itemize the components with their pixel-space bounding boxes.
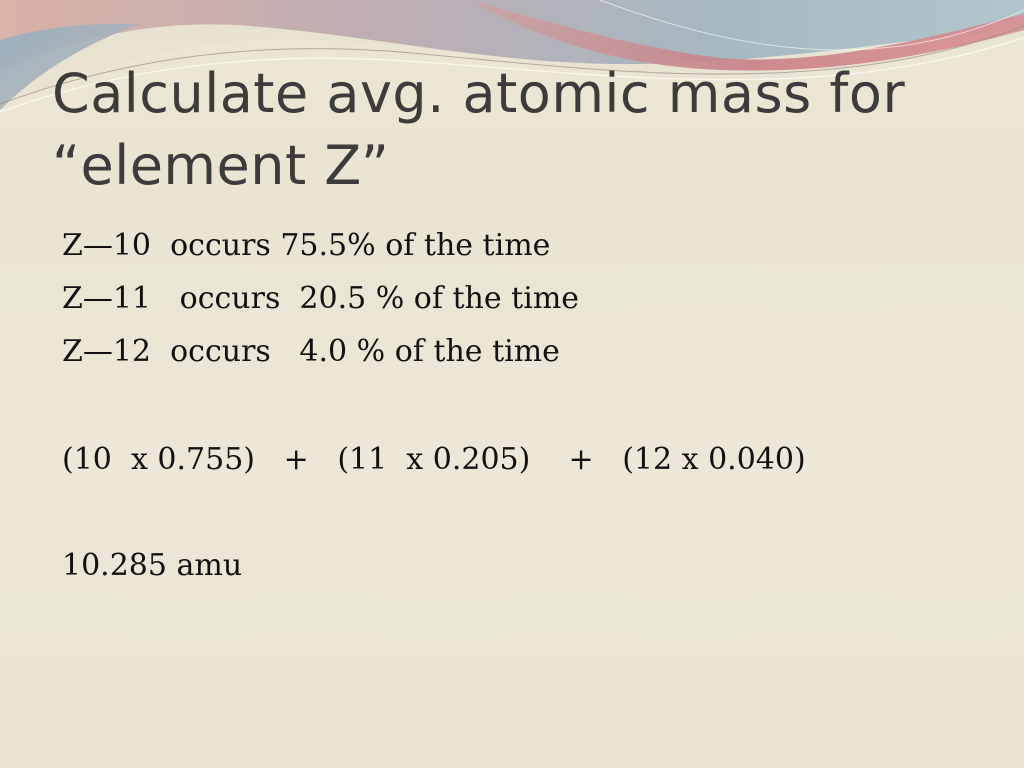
isotope-line-z10: Z—10 occurs 75.5% of the time — [62, 228, 551, 263]
result-line: 10.285 amu — [62, 548, 243, 583]
isotope-line-z12: Z—12 occurs 4.0 % of the time — [62, 334, 560, 369]
isotope-line-z11: Z—11 occurs 20.5 % of the time — [62, 281, 580, 316]
slide-title-line-2: “element Z” — [52, 134, 390, 197]
slide-title-line-1: Calculate avg. atomic mass for — [52, 62, 906, 125]
calculation-line: (10 x 0.755) + (11 x 0.205) + (12 x 0.040) — [62, 442, 806, 477]
slide-title — [52, 58, 992, 202]
